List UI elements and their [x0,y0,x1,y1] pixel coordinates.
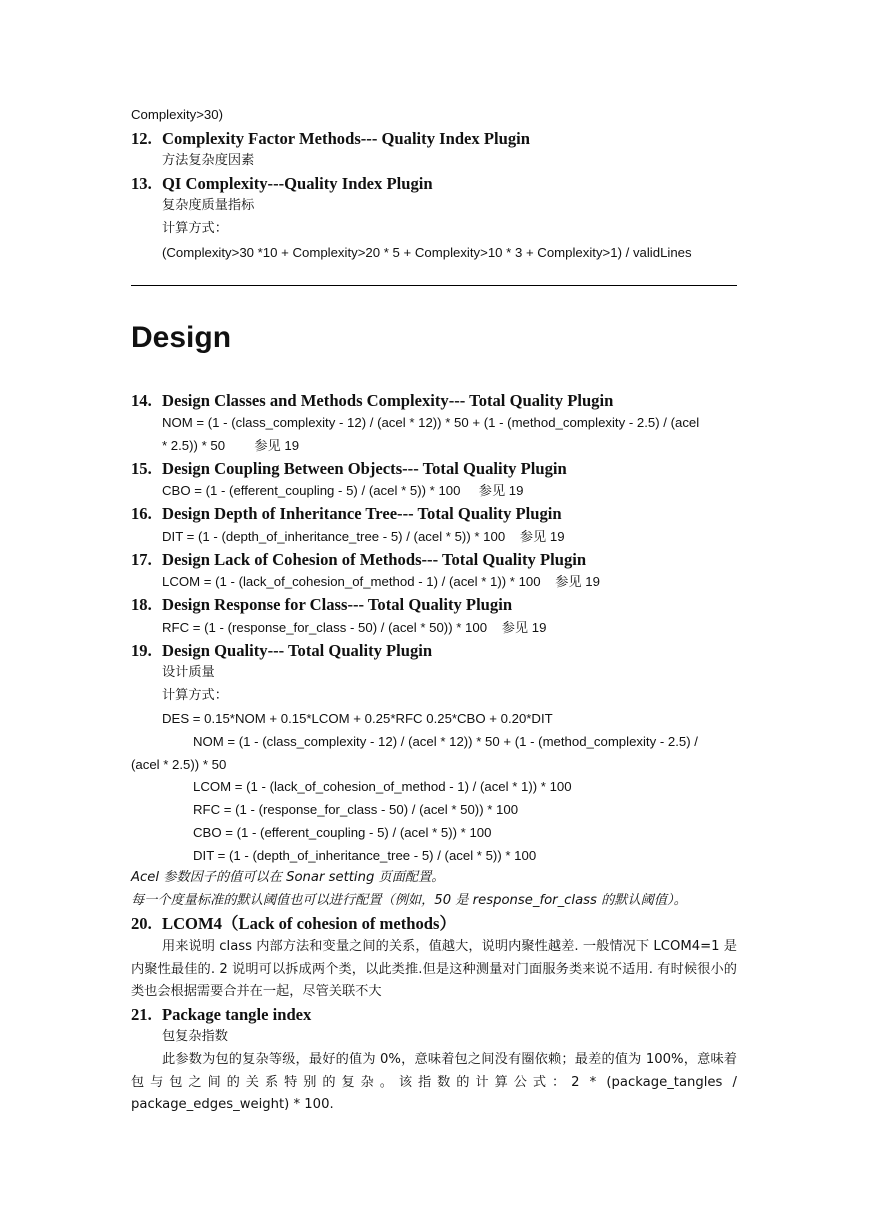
item-13-calc-label: 计算方式： [162,221,228,236]
item-title: LCOM4（Lack of cohesion of methods） [162,914,457,933]
item-12-heading [131,129,530,149]
item-18-heading [131,595,512,615]
item-19-note-threshold: 每一个度量标准的默认阈值也可以进行配置（例如，50 是 response_for_class 的默认阈值）。 [131,893,687,908]
item-15-heading [131,459,567,479]
item-19-lcom-formula: LCOM = (1 - (lack_of_cohesion_of_method - 1) / (acel * 1)) * 100 [193,779,572,794]
item-16-heading [131,504,562,524]
item-number: 20. [131,914,152,933]
item-14-heading [131,391,613,411]
item-19-heading [131,641,432,661]
item-title: Design Depth of Inheritance Tree--- Total Quality Plugin [162,504,562,523]
section-title: Design [131,321,232,354]
item-16-formula: DIT = (1 - (depth_of_inheritance_tree - 5) / (acel * 5)) * 100 参见 19 [162,529,565,544]
item-number: 19. [131,641,152,660]
item-title: Design Lack of Cohesion of Methods--- Total Quality Plugin [162,550,587,569]
item-12-chinese: 方法复杂度因素 [162,153,255,168]
item-title: Design Coupling Between Objects--- Total Quality Plugin [162,459,567,478]
item-number: 14. [131,391,152,410]
item-number: 16. [131,504,152,523]
item-19-note-acel: Acel 参数因子的值可以在 Sonar setting 页面配置。 [131,870,445,885]
item-13-heading [131,174,433,194]
item-19-chinese: 设计质量 [162,665,215,680]
item-number: 17. [131,550,152,569]
item-title: Design Quality--- Total Quality Plugin [162,641,433,660]
item-18-formula: RFC = (1 - (response_for_class - 50) / (acel * 50)) * 100 参见 19 [162,620,547,635]
item-19-rfc-formula: RFC = (1 - (response_for_class - 50) / (acel * 50)) * 100 [193,802,519,817]
item-number: 18. [131,595,152,614]
item-20-heading [131,914,456,934]
item-number: 12. [131,129,152,148]
item-title: Design Response for Class--- Total Quality Plugin [162,595,513,614]
item-21-heading [131,1005,311,1025]
item-19-cbo-formula: CBO = (1 - (efferent_coupling - 5) / (acel * 5)) * 100 [193,825,492,840]
item-title: Design Classes and Methods Complexity--- Total Quality Plugin [162,391,614,410]
item-17-formula: LCOM = (1 - (lack_of_cohesion_of_method - 1) / (acel * 1)) * 100 参见 19 [162,574,600,589]
item-14-formula-line1: NOM = (1 - (class_complexity - 12) / (acel * 12)) * 50 + (1 - (method_complexity - 2.5) / (acel [162,415,700,430]
item-13-chinese: 复杂度质量指标 [162,198,255,213]
item-19-des-formula: DES = 0.15*NOM + 0.15*LCOM + 0.25*RFC 0.25*CBO + 0.20*DIT [162,711,553,726]
item-20-paragraph: 用来说明 class 内部方法和变量之间的关系，值越大，说明内聚性越差. 一般情况下 LCOM4=1 是内聚性最佳的. 2 说明可以拆成两个类，以此类推.但是这种测量对门面服务类来说不适用. 有时候很小的类也会根据需要合并在一起，尽管关联不大 [131,939,737,1000]
item-21-paragraph: 此参数为包的复杂等级，最好的值为 0%，意味着包之间没有圈依赖；最差的值为 100%，意味着包与包之间的关系特别的复杂。该指数的计算公式：2 * (package_tangles / package_edges_weight) * 100. [131,1052,737,1113]
item-19-dit-formula: DIT = (1 - (depth_of_inheritance_tree - 5) / (acel * 5)) * 100 [193,848,537,863]
item-number: 15. [131,459,152,478]
item-21-chinese: 包复杂指数 [162,1029,228,1044]
item-17-heading [131,550,586,570]
item-19-calc-label: 计算方式： [162,688,228,703]
item-15-formula: CBO = (1 - (efferent_coupling - 5) / (acel * 5)) * 100 参见 19 [162,483,524,498]
item-number: 13. [131,174,152,193]
item-title: Package tangle index [162,1005,312,1024]
item-13-formula: (Complexity>30 *10 + Complexity>20 * 5 + Complexity>10 * 3 + Complexity>1) / validLines [162,245,692,260]
text-fragment: Complexity>30) [131,107,223,122]
item-14-formula-line2: * 2.5)) * 50 参见 19 [162,438,300,453]
item-title: Complexity Factor Methods--- Quality Index Plugin [162,129,530,148]
item-19-nom-line2: (acel * 2.5)) * 50 [131,757,227,772]
section-divider [131,285,737,286]
item-19-nom-line1: NOM = (1 - (class_complexity - 12) / (acel * 12)) * 50 + (1 - (method_complexity - 2.5) / [193,734,698,749]
item-number: 21. [131,1005,152,1024]
item-title: QI Complexity---Quality Index Plugin [162,174,433,193]
